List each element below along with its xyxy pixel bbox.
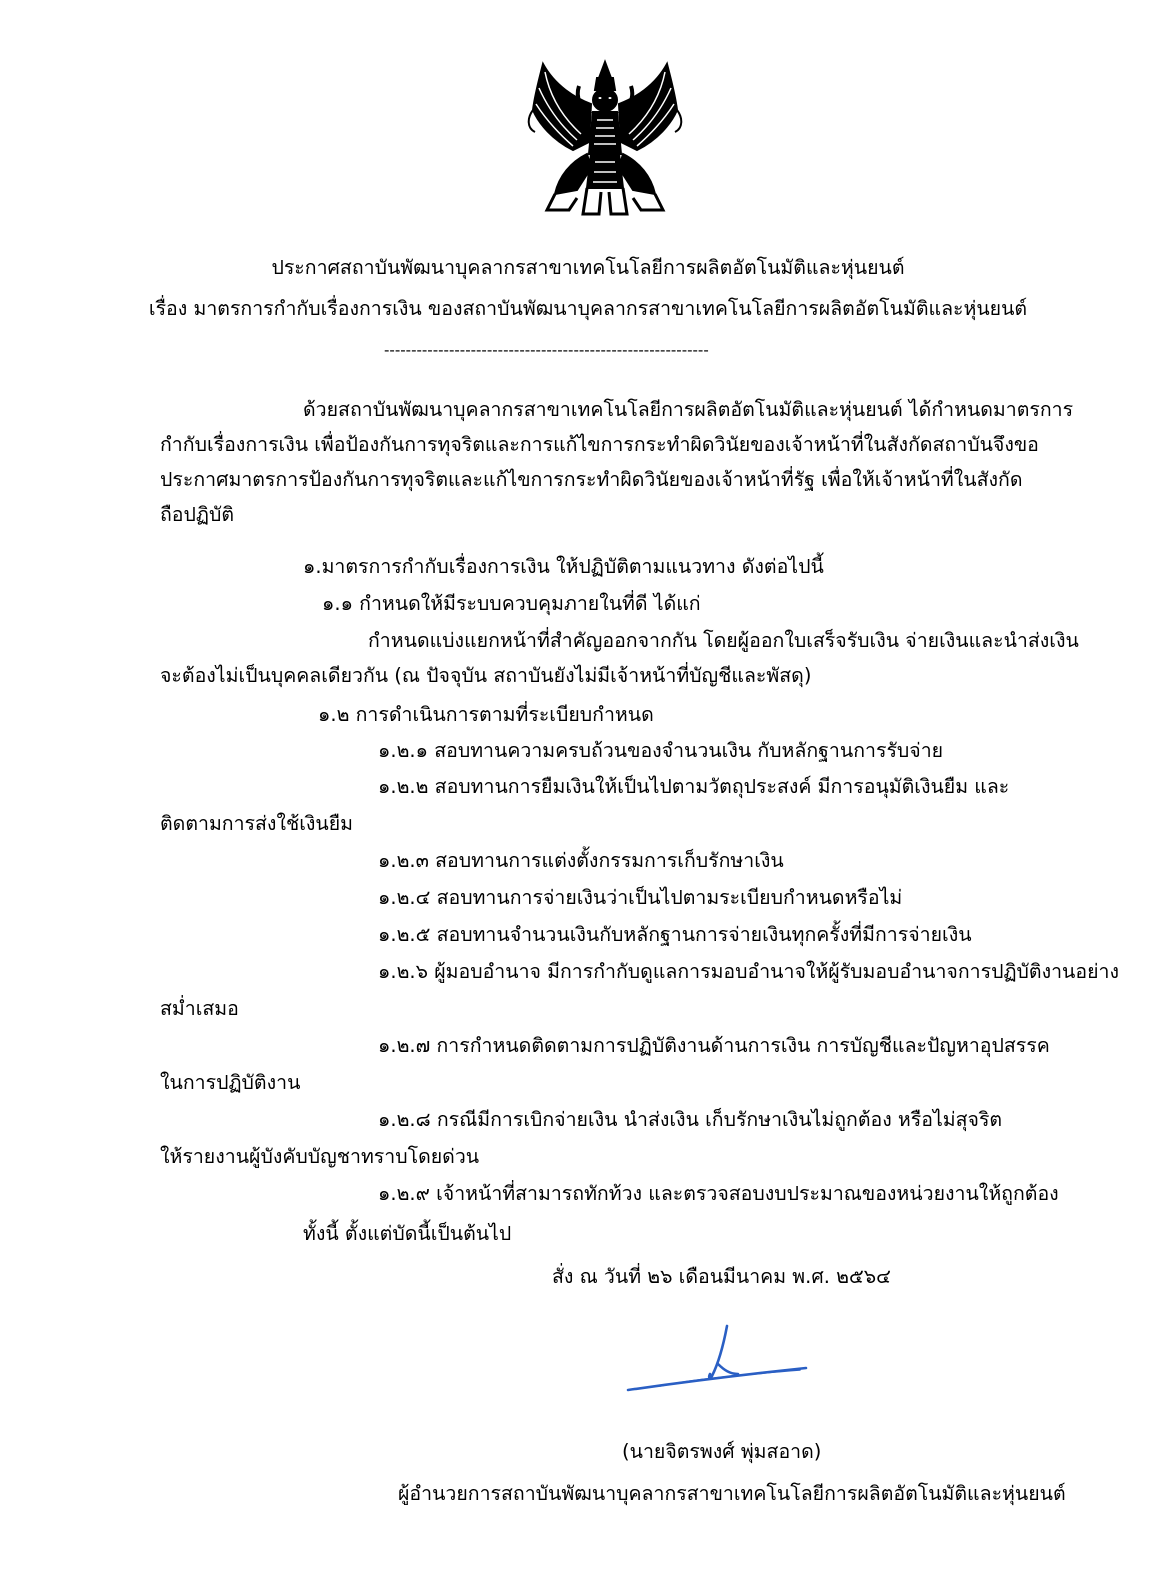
- intro-line-4: ถือปฏิบัติ: [160, 503, 235, 526]
- header-separator: ------------------------------------------------------------: [384, 341, 709, 359]
- item-1-2-8-line-1: ๑.๒.๘ กรณีมีการเบิกจ่ายเงิน นำส่งเงิน เก็บรักษาเงินไม่ถูกต้อง หรือไม่สุจริต: [378, 1108, 1003, 1131]
- section-1-1-text-line-1: กำหนดแบ่งแยกหน้าที่สำคัญออกจากกัน โดยผู้ออกใบเสร็จรับเงิน จ่ายเงินและนำส่งเงิน: [368, 629, 1079, 652]
- effective-statement: ทั้งนี้ ตั้งแต่บัดนี้เป็นต้นไป: [303, 1222, 512, 1245]
- item-1-2-8-line-2: ให้รายงานผู้บังคับบัญชาทราบโดยด่วน: [160, 1145, 480, 1168]
- signer-position: ผู้อำนวยการสถาบันพัฒนาบุคลากรสาขาเทคโนโลยีการผลิตอัตโนมัติและหุ่นยนต์: [398, 1482, 1066, 1505]
- announcement-title: ประกาศสถาบันพัฒนาบุคลากรสาขาเทคโนโลยีการผลิตอัตโนมัติและหุ่นยนต์: [271, 256, 905, 279]
- announcement-subject: เรื่อง มาตรการกำกับเรื่องการเงิน ของสถาบันพัฒนาบุคลากรสาขาเทคโนโลยีการผลิตอัตโนมัติและหุ่นยนต์: [148, 297, 1028, 320]
- item-1-2-4: ๑.๒.๔ สอบทานการจ่ายเงินว่าเป็นไปตามระเบียบกำหนดหรือไม่: [378, 886, 903, 909]
- intro-line-1: ด้วยสถาบันพัฒนาบุคลากรสาขาเทคโนโลยีการผลิตอัตโนมัติและหุ่นยนต์ ได้กำหนดมาตรการ: [303, 398, 1074, 421]
- item-1-2-9: ๑.๒.๙ เจ้าหน้าที่สามารถทักท้วง และตรวจสอบงบประมาณของหน่วยงานให้ถูกต้อง: [378, 1182, 1059, 1205]
- item-1-2-6-line-2: สม่ำเสมอ: [160, 997, 239, 1020]
- intro-line-2: กำกับเรื่องการเงิน เพื่อป้องกันการทุจริตและการแก้ไขการกระทำผิดวินัยของเจ้าหน้าที่ในสังกัดสถาบันจึงขอ: [160, 433, 1039, 456]
- item-1-2-1: ๑.๒.๑ สอบทานความครบถ้วนของจำนวนเงิน กับหลักฐานการรับจ่าย: [378, 739, 944, 762]
- section-1-heading: ๑.มาตรการกำกับเรื่องการเงิน ให้ปฏิบัติตามแนวทาง ดังต่อไปนี้: [303, 555, 824, 578]
- signature-icon: [620, 1318, 815, 1398]
- item-1-2-5: ๑.๒.๕ สอบทานจำนวนเงินกับหลักฐานการจ่ายเงินทุกครั้งที่มีการจ่ายเงิน: [378, 923, 972, 946]
- section-1-1-text-line-2: จะต้องไม่เป็นบุคคลเดียวกัน (ณ ปัจจุบัน สถาบันยังไม่มีเจ้าหน้าที่บัญชีและพัสดุ): [160, 664, 812, 687]
- section-1-1-heading: ๑.๑ กำหนดให้มีระบบควบคุมภายในที่ดี ได้แก่: [322, 592, 701, 615]
- garuda-emblem-icon: [525, 58, 685, 220]
- signer-name: (นายจิตรพงศ์ พุ่มสอาด): [622, 1440, 822, 1463]
- item-1-2-3: ๑.๒.๓ สอบทานการแต่งตั้งกรรมการเก็บรักษาเงิน: [378, 849, 784, 872]
- item-1-2-7-line-2: ในการปฏิบัติงาน: [160, 1071, 301, 1094]
- item-1-2-6-line-1: ๑.๒.๖ ผู้มอบอำนาจ มีการกำกับดูแลการมอบอำนาจให้ผู้รับมอบอำนาจการปฏิบัติงานอย่าง: [378, 960, 1119, 983]
- issue-date: สั่ง ณ วันที่ ๒๖ เดือนมีนาคม พ.ศ. ๒๕๖๔: [552, 1265, 891, 1288]
- item-1-2-2-line-1: ๑.๒.๒ สอบทานการยืมเงินให้เป็นไปตามวัตถุประสงค์ มีการอนุมัติเงินยืม และ: [378, 775, 1010, 798]
- item-1-2-2-line-2: ติดตามการส่งใช้เงินยืม: [160, 812, 354, 835]
- section-1-2-heading: ๑.๒ การดำเนินการตามที่ระเบียบกำหนด: [318, 703, 654, 726]
- item-1-2-7-line-1: ๑.๒.๗ การกำหนดติดตามการปฏิบัติงานด้านการเงิน การบัญชีและปัญหาอุปสรรค: [378, 1034, 1050, 1057]
- intro-line-3: ประกาศมาตรการป้องกันการทุจริตและแก้ไขการกระทำผิดวินัยของเจ้าหน้าที่รัฐ เพื่อให้เจ้าหน้าที่ในสังกัด: [160, 468, 1023, 491]
